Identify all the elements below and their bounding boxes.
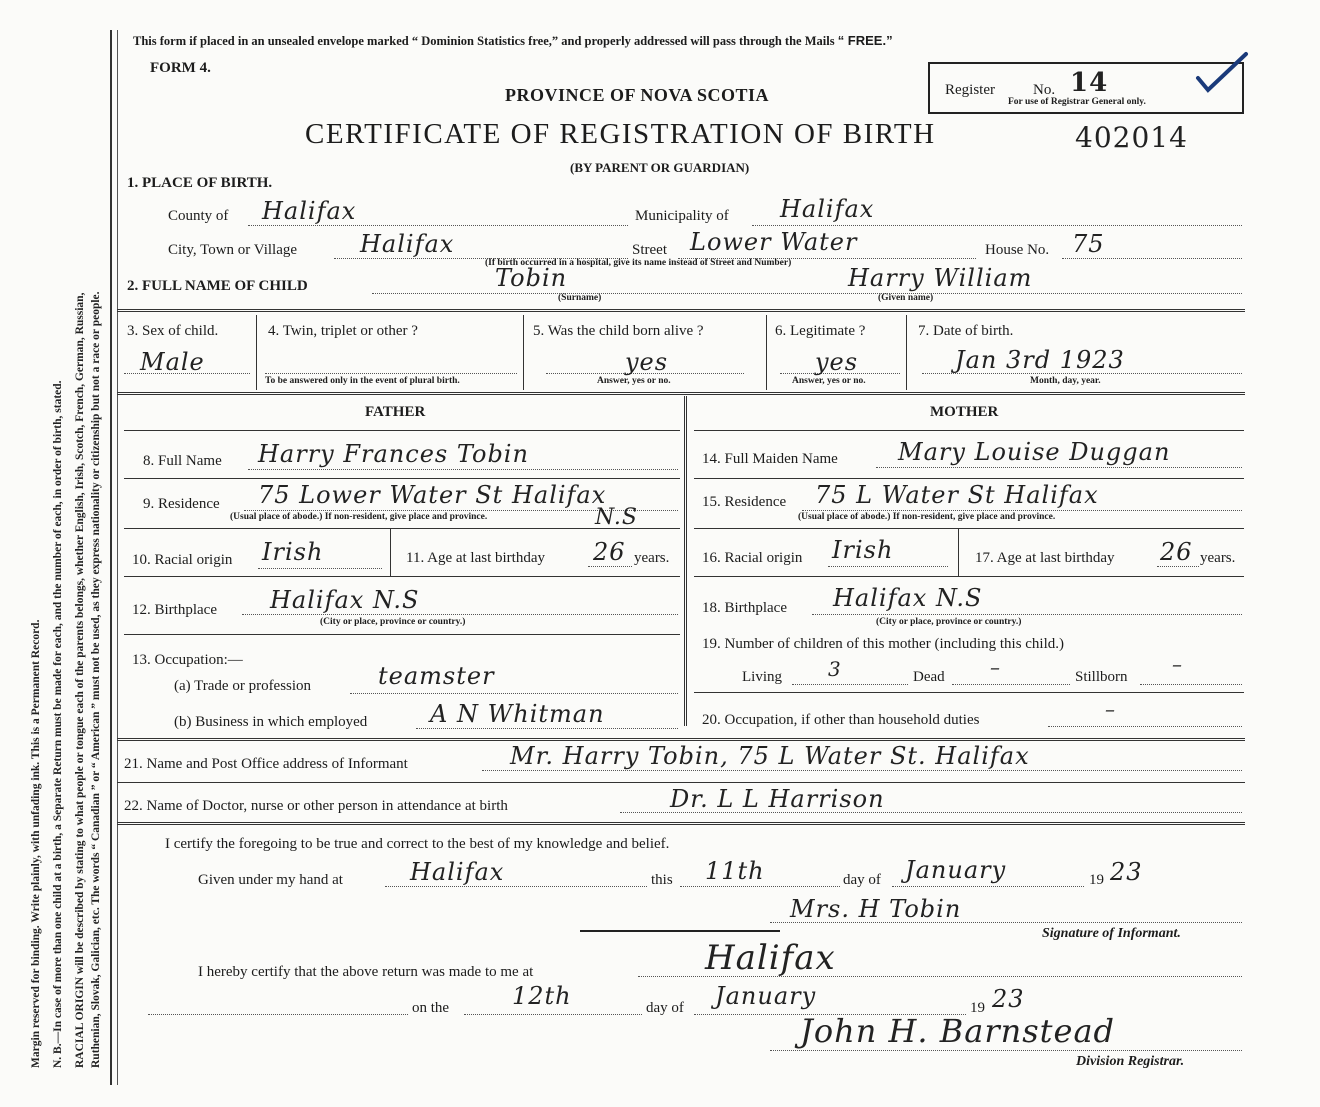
given-place-value[interactable]: Halifax <box>410 858 505 886</box>
mother-name-value[interactable]: Mary Louise Duggan <box>898 438 1171 466</box>
mother-residence-value[interactable]: 75 L Water St Halifax <box>815 481 1099 509</box>
given-day-line <box>680 886 840 887</box>
municipality-line <box>752 225 1242 226</box>
mother-birthplace-note: (City or place, province or country.) <box>876 617 1022 627</box>
registrar-day-value[interactable]: 12th <box>512 982 572 1010</box>
father-residence-note: (Usual place of abode.) If non-resident, give place and province. <box>230 512 488 522</box>
mother-children-rule <box>694 692 1244 693</box>
mother-name-rule <box>694 478 1244 479</box>
father-trade-value[interactable]: teamster <box>378 662 495 690</box>
divider-child-row-top <box>117 309 1245 312</box>
county-value[interactable]: Halifax <box>262 197 357 225</box>
mail-notice <box>133 33 893 49</box>
county-line <box>248 225 628 226</box>
mother-residence-rule <box>694 528 1244 529</box>
mother-race-label: 16. Racial origin <box>702 550 803 566</box>
dead-label: Dead <box>913 669 945 685</box>
mother-occupation-line <box>1048 726 1242 727</box>
box-divider-2 <box>523 315 524 390</box>
father-race-value[interactable]: Irish <box>262 538 324 566</box>
registrar-separator <box>580 930 780 932</box>
registrar-place-value[interactable]: Halifax <box>705 938 836 978</box>
legitimate-note: Answer, yes or no. <box>792 376 866 386</box>
municipality-label: Municipality of <box>635 208 729 224</box>
living-label: Living <box>742 669 782 685</box>
father-name-label: 8. Full Name <box>143 453 222 469</box>
certify-statement: I certify the foregoing to be true and correct to the best of my knowledge and belief. <box>165 836 670 852</box>
province-heading: PROVINCE OF NOVA SCOTIA <box>505 85 770 105</box>
dead-line <box>952 684 1070 685</box>
sex-label: 3. Sex of child. <box>127 323 219 339</box>
mother-years-label: years. <box>1200 550 1236 566</box>
informant-value[interactable]: Mr. Harry Tobin, 75 L Water St. Halifax <box>510 742 1030 770</box>
father-birthplace-line <box>242 614 678 615</box>
mother-residence-note: (Usual place of abode.) If non-resident, give place and province. <box>798 512 1056 522</box>
child-surname-value[interactable]: Tobin <box>495 264 568 292</box>
register-number: 14 <box>1070 68 1109 98</box>
stillborn-value[interactable]: – <box>1172 652 1183 676</box>
registrar-signature[interactable]: John H. Barnstead <box>800 1012 1116 1050</box>
mother-birthplace-line <box>812 614 1242 615</box>
registrar-year-prefix: 19 <box>970 1000 985 1016</box>
register-note: For use of Registrar General only. <box>1008 97 1146 107</box>
given-day-value[interactable]: 11th <box>705 857 765 885</box>
given-under-label: Given under my hand at <box>198 872 343 888</box>
informant-label: 21. Name and Post Office address of Informant <box>124 756 408 772</box>
father-business-value[interactable]: A N Whitman <box>430 700 605 728</box>
mother-race-value[interactable]: Irish <box>832 536 894 564</box>
registrar-day-of-label: day of <box>646 1000 684 1016</box>
mother-children-label: 19. Number of children of this mother (including this child.) <box>702 636 1065 652</box>
house-value[interactable]: 75 <box>1072 230 1105 258</box>
margin-note-multiple-births: N. B.—In case of more than one child at a birth, a Separate Return must be made for each, and the number of each, in order of birth, stated. <box>52 380 64 1068</box>
legitimate-value[interactable]: yes <box>815 348 859 376</box>
box-divider-1 <box>256 315 257 390</box>
margin-note-racial-origin-1: RACIAL ORIGIN will be described by stating to what people or tongue each of the parents belongs, whether English, Irish, Scotch, French, German, Russian, <box>74 292 86 1068</box>
mother-race-rule <box>694 576 1244 577</box>
father-birthplace-value[interactable]: Halifax N.S <box>270 586 420 614</box>
mother-name-line <box>876 467 1242 468</box>
stillborn-line <box>1140 684 1242 685</box>
given-this-label: this <box>651 872 673 888</box>
county-label: County of <box>168 208 229 224</box>
given-day-of-label: day of <box>843 872 881 888</box>
register-label: Register <box>945 82 995 98</box>
father-race-line <box>258 568 382 569</box>
father-trade-line <box>350 693 678 694</box>
mother-birthplace-value[interactable]: Halifax N.S <box>833 584 983 612</box>
street-label: Street <box>632 242 667 258</box>
dob-label: 7. Date of birth. <box>918 323 1014 339</box>
mother-occupation-value[interactable]: – <box>1105 697 1116 721</box>
divider-certification-top <box>117 822 1245 825</box>
informant-signature-label: Signature of Informant. <box>1042 926 1181 941</box>
form-left-border-inner <box>117 30 118 1085</box>
mother-race-divider <box>958 528 959 576</box>
house-label: House No. <box>985 242 1050 258</box>
child-name-line <box>372 293 1242 294</box>
father-race-rule <box>124 576 680 577</box>
checkmark-icon <box>1192 50 1252 100</box>
mother-age-line <box>1157 566 1199 567</box>
father-age-line <box>588 566 632 567</box>
alive-note: Answer, yes or no. <box>597 376 671 386</box>
mother-name-label: 14. Full Maiden Name <box>702 451 838 467</box>
mother-heading: MOTHER <box>930 404 999 420</box>
registrar-month-value[interactable]: January <box>715 982 817 1010</box>
father-age-label: 11. Age at last birthday <box>406 550 545 566</box>
father-residence-value[interactable]: 75 Lower Water St Halifax <box>258 481 607 509</box>
dob-note: Month, day, year. <box>1030 376 1101 386</box>
mother-residence-label: 15. Residence <box>702 494 787 510</box>
living-value[interactable]: 3 <box>828 657 842 681</box>
child-name-label: 2. FULL NAME OF CHILD <box>127 278 308 294</box>
given-year-prefix: 19 <box>1089 872 1104 888</box>
registrar-on-the-label: on the <box>412 1000 450 1016</box>
father-name-rule <box>124 478 680 479</box>
given-year-value[interactable]: 23 <box>1110 858 1143 886</box>
mother-age-value[interactable]: 26 <box>1160 538 1193 566</box>
father-years-label: years. <box>634 550 670 566</box>
dead-value[interactable]: – <box>990 655 1001 679</box>
house-line <box>1062 258 1242 259</box>
certificate-subtitle: (BY PARENT OR GUARDIAN) <box>570 160 750 175</box>
living-line <box>792 684 908 685</box>
certificate-title: CERTIFICATE OF REGISTRATION OF BIRTH <box>305 118 936 150</box>
given-month-value[interactable]: January <box>905 856 1007 884</box>
form-left-border <box>110 30 112 1085</box>
registrar-date-lead-line <box>148 1014 408 1015</box>
father-heading-line <box>124 430 680 431</box>
registrar-year-value[interactable]: 23 <box>992 985 1025 1013</box>
mail-free: “ FREE.” <box>837 33 893 48</box>
father-name-line <box>248 469 678 470</box>
informant-line <box>482 770 1242 771</box>
mother-age-label: 17. Age at last birthday <box>975 550 1115 566</box>
certificate-number: 402014 <box>1075 121 1188 154</box>
father-residence-value-2[interactable]: N.S <box>595 505 638 530</box>
father-occupation-label: 13. Occupation:— <box>132 652 243 668</box>
informant-rule <box>117 782 1245 783</box>
father-birthplace-label: 12. Birthplace <box>132 602 217 618</box>
father-race-label: 10. Racial origin <box>132 552 233 568</box>
place-of-birth-heading: 1. PLACE OF BIRTH. <box>127 175 273 191</box>
father-race-divider <box>390 528 391 576</box>
mother-residence-line <box>802 510 1242 511</box>
box-divider-4 <box>906 315 907 390</box>
alive-label: 5. Was the child born alive ? <box>533 323 704 339</box>
dob-value[interactable]: Jan 3rd 1923 <box>955 346 1125 374</box>
father-trade-label: (a) Trade or profession <box>174 678 312 694</box>
register-no-label: No. <box>1033 82 1056 98</box>
father-business-line <box>416 728 678 729</box>
surname-note: (Surname) <box>558 293 602 303</box>
twin-line <box>265 373 517 374</box>
given-month-line <box>892 886 1084 887</box>
father-business-label: (b) Business in which employed <box>174 714 368 730</box>
father-birthplace-note: (City or place, province or country.) <box>320 617 466 627</box>
registrar-signature-label: Division Registrar. <box>1076 1054 1185 1069</box>
father-heading: FATHER <box>365 404 426 420</box>
margin-note-binding: Margin reserved for binding. Write plainly, with unfading ink. This is a Permanent Record. <box>30 619 42 1068</box>
margin-note-racial-origin-2: Ruthenian, Slovak, Galician, etc. The words “ Canadian ” or “ American ” must not be used, as they express nationality or citizenship but not a race or people. <box>90 291 102 1068</box>
alive-value[interactable]: yes <box>625 348 669 376</box>
registrar-statement: I hereby certify that the above return was made to me at <box>198 964 534 980</box>
registrar-signature-line <box>770 1050 1242 1051</box>
mail-notice-text: This form if placed in an unsealed envelope marked “ Dominion Statistics free,” and properly addressed will pass through the Mails <box>133 34 835 48</box>
register-box <box>928 62 1244 114</box>
street-value[interactable]: Lower Water <box>690 228 858 256</box>
child-given-value[interactable]: Harry William <box>848 264 1033 292</box>
father-age-value[interactable]: 26 <box>593 538 626 566</box>
given-note: (Given name) <box>878 293 934 303</box>
box-divider-3 <box>766 315 767 390</box>
stillborn-label: Stillborn <box>1075 669 1128 685</box>
parents-divider <box>684 396 687 726</box>
mother-birthplace-label: 18. Birthplace <box>702 600 787 616</box>
legitimate-label: 6. Legitimate ? <box>775 323 866 339</box>
father-residence-label: 9. Residence <box>143 496 220 512</box>
given-place-line <box>385 886 647 887</box>
city-label: City, Town or Village <box>168 242 298 258</box>
divider-informant-top <box>117 738 1245 741</box>
hospital-note: (If birth occurred in a hospital, give its name instead of Street and Number) <box>485 258 792 268</box>
doctor-label: 22. Name of Doctor, nurse or other person in attendance at birth <box>124 798 508 814</box>
city-value[interactable]: Halifax <box>360 230 455 258</box>
father-birthplace-rule <box>124 634 680 635</box>
father-name-value[interactable]: Harry Frances Tobin <box>258 440 529 468</box>
sex-value[interactable]: Male <box>140 348 205 376</box>
form-number: FORM 4. <box>150 60 211 76</box>
doctor-value[interactable]: Dr. L L Harrison <box>670 785 885 813</box>
father-residence-rule <box>124 528 680 529</box>
twin-label: 4. Twin, triplet or other ? <box>268 323 418 339</box>
registrar-day-line <box>464 1014 642 1015</box>
informant-signature[interactable]: Mrs. H Tobin <box>790 895 962 923</box>
mother-occupation-label: 20. Occupation, if other than household duties <box>702 712 980 728</box>
mother-heading-line <box>694 430 1244 431</box>
municipality-value[interactable]: Halifax <box>780 195 875 223</box>
mother-race-line <box>828 566 948 567</box>
divider-parents-top <box>117 392 1245 395</box>
twin-note: To be answered only in the event of plural birth. <box>265 376 460 386</box>
